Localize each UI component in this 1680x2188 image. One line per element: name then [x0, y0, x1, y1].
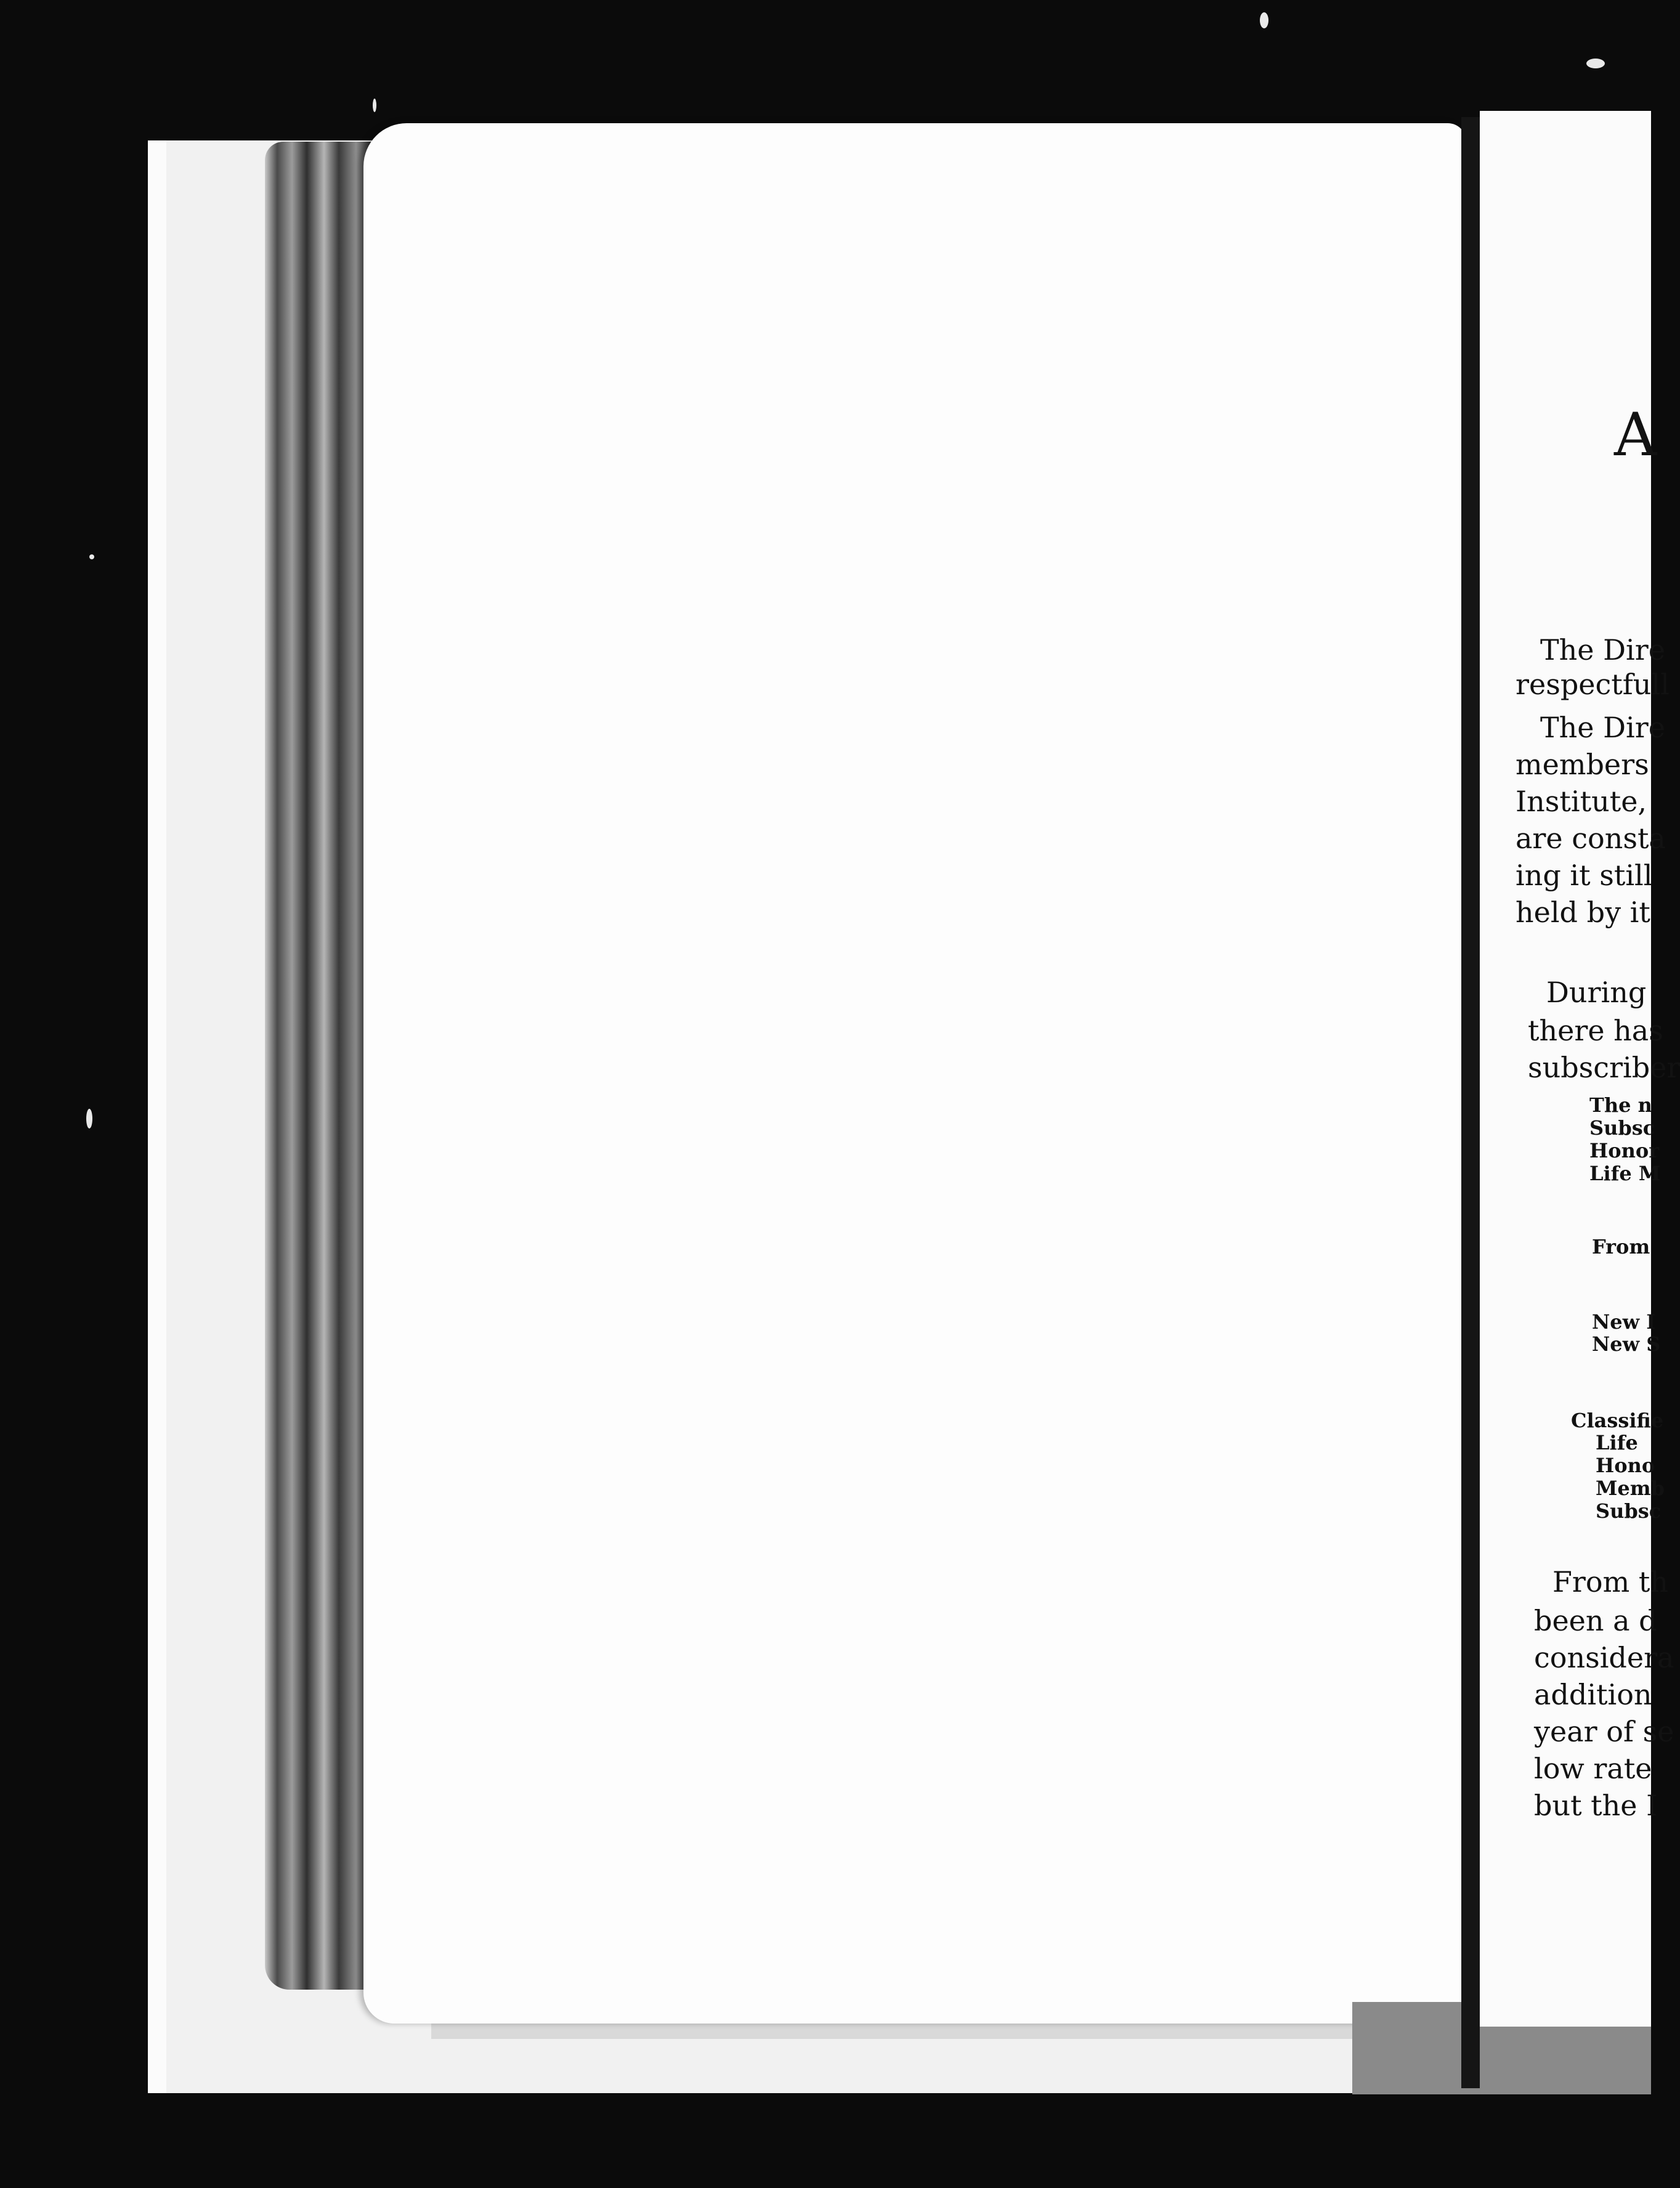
book-cover-edge [148, 140, 166, 2093]
paragraph-line: held by it [1516, 896, 1650, 929]
table-line: New I [1592, 1310, 1656, 1334]
table-line: Subsc [1596, 1499, 1662, 1523]
right-page [1480, 111, 1680, 2027]
table-line: From [1592, 1235, 1650, 1258]
paragraph-line: respectfull [1516, 668, 1670, 701]
table-line: Subsc [1589, 1116, 1655, 1140]
blank-left-page [363, 123, 1466, 2024]
paragraph-line: considera [1534, 1641, 1674, 1674]
paragraph-line: The Dire [1540, 711, 1665, 744]
paragraph-line: members [1516, 748, 1649, 781]
table-line: The n [1589, 1093, 1652, 1117]
paragraph-line: From th [1552, 1565, 1668, 1598]
table-line: Hono [1596, 1454, 1655, 1477]
table-line: Classifie [1571, 1409, 1664, 1432]
paragraph-line: During [1546, 976, 1647, 1009]
paragraph-line: but the I [1534, 1789, 1658, 1822]
paragraph-line: low rate [1534, 1752, 1652, 1785]
dust-speck [373, 99, 376, 112]
book-gutter [1461, 117, 1480, 2088]
paragraph-line: been a d [1534, 1604, 1657, 1637]
table-line: Memb [1596, 1477, 1665, 1500]
table-line: New S [1592, 1332, 1661, 1356]
table-line: Honor [1589, 1139, 1660, 1162]
dust-speck [1260, 12, 1268, 28]
paragraph-line: there has [1528, 1014, 1663, 1047]
paragraph-line: ing it still [1516, 859, 1653, 892]
table-line: Life M [1589, 1162, 1661, 1185]
page-heading: A [1614, 400, 1657, 469]
paragraph-line: addition [1534, 1678, 1652, 1711]
dust-speck [1586, 59, 1605, 68]
dust-speck [86, 1109, 92, 1128]
paragraph-line: year of se [1534, 1715, 1674, 1748]
paragraph-line: are consta [1516, 822, 1666, 855]
paragraph-line: subscriber [1528, 1051, 1680, 1084]
paragraph-line: The Dire [1540, 633, 1665, 667]
table-line: Life [1596, 1431, 1638, 1454]
dust-speck [89, 554, 94, 559]
paragraph-line: Institute, [1516, 785, 1647, 818]
